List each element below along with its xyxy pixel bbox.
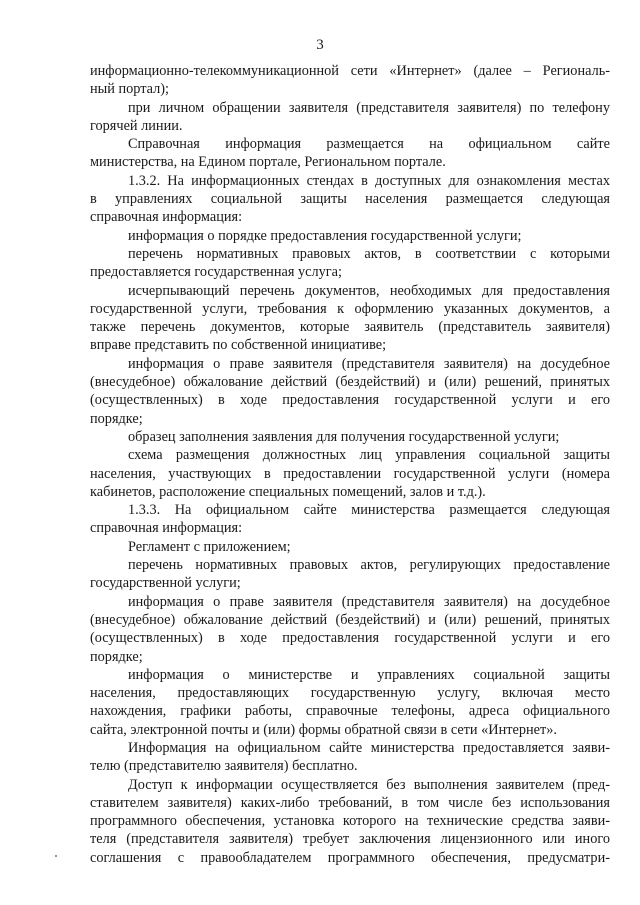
text-line: порядке;	[90, 410, 143, 427]
text-line: телю (представителю заявителя) бесплатно.	[90, 758, 358, 775]
text-line: образец заполнения заявления для получения государственной услуги;	[128, 428, 560, 445]
text-line: информация о порядке предоставления государственной услуги;	[128, 227, 522, 244]
text-line: вправе представить по собственной инициативе;	[90, 337, 387, 354]
text-line: (осуществленных) в ходе предоставления государственной услуги и его	[90, 392, 610, 409]
text-line: информационно-телекоммуникационной сети «Интернет» (далее – Региональ-	[90, 63, 610, 79]
text-line: министерства, на Едином портале, Региональном портале.	[90, 154, 446, 171]
text-line: программного обеспечения, установка которого на технические средства заяви-	[90, 813, 610, 830]
text-line: (внесудебное) обжалование действий (бездействий) и (или) решений, принятых	[90, 611, 610, 628]
text-line: Регламент с приложением;	[128, 538, 291, 555]
text-line: населения, участвующих в предоставлении государственной услуги (номера	[90, 465, 610, 482]
text-line: порядке;	[90, 648, 143, 665]
text-line: Информация на официальном сайте министерства предоставляется заяви-	[128, 739, 610, 756]
text-line: в управлениях социальной защиты населения размещается следующая	[90, 191, 610, 208]
text-line: перечень нормативных правовых актов, регулирующих предоставление	[128, 557, 610, 574]
text-line: государственной услуги;	[90, 575, 241, 592]
text-line: Справочная информация размещается на официальном сайте	[128, 136, 610, 153]
text-line: исчерпывающий перечень документов, необходимых для предоставления	[128, 282, 610, 299]
page-number: 3	[316, 37, 324, 53]
text-line: схема размещения должностных лиц управления социальной защиты	[128, 447, 610, 464]
text-line: государственной услуги, требования к оформлению указанных документов, а	[90, 300, 610, 317]
text-line: при личном обращении заявителя (представителя заявителя) по телефону	[128, 99, 610, 116]
text-line: справочная информация:	[90, 209, 243, 226]
document-body	[90, 62, 610, 867]
text-line: информация о министерстве и управлениях социальной защиты	[128, 666, 610, 683]
text-line: информация о праве заявителя (представителя заявителя) на досудебное	[128, 355, 610, 372]
text-line: теля (представителя заявителя) требует заключения лицензионного или иного	[90, 831, 610, 848]
text-line: справочная информация:	[90, 520, 243, 537]
text-line: Доступ к информации осуществляется без выполнения заявителем (пред-	[128, 776, 610, 793]
text-line: горячей линии.	[90, 117, 183, 134]
text-line: (внесудебное) обжалование действий (бездействий) и (или) решений, принятых	[90, 374, 610, 391]
text-line: ставителем заявителя) каких-либо требований, в том числе без использования	[90, 794, 610, 811]
text-line: информация о праве заявителя (представителя заявителя) на досудебное	[128, 593, 610, 610]
text-line: 1.3.3. На официальном сайте министерства размещается следующая	[128, 502, 610, 519]
text-line: сайта, электронной почты и (или) формы обратной связи в сети «Интернет».	[90, 721, 557, 738]
text-line: 1.3.2. На информационных стендах в доступных для ознакомления местах	[128, 172, 610, 189]
text-line: населения, предоставляющих государственную услугу, включая место	[90, 685, 610, 702]
scan-speck	[55, 855, 57, 857]
text-line: также перечень документов, которые заявитель (представитель заявителя)	[90, 319, 610, 336]
text-line: (осуществленных) в ходе предоставления государственной услуги и его	[90, 630, 610, 647]
text-line: ный портал);	[90, 81, 170, 98]
text-line: нахождения, графики работы, справочные телефоны, адреса официального	[90, 703, 610, 720]
text-line: соглашения с правообладателем программного обеспечения, предусматри-	[90, 849, 610, 866]
text-line: перечень нормативных правовых актов, в соответствии с которыми	[128, 245, 610, 262]
text-line: предоставляется государственная услуга;	[90, 264, 342, 281]
text-line: кабинетов, расположение специальных помещений, залов и т.д.).	[90, 483, 486, 500]
